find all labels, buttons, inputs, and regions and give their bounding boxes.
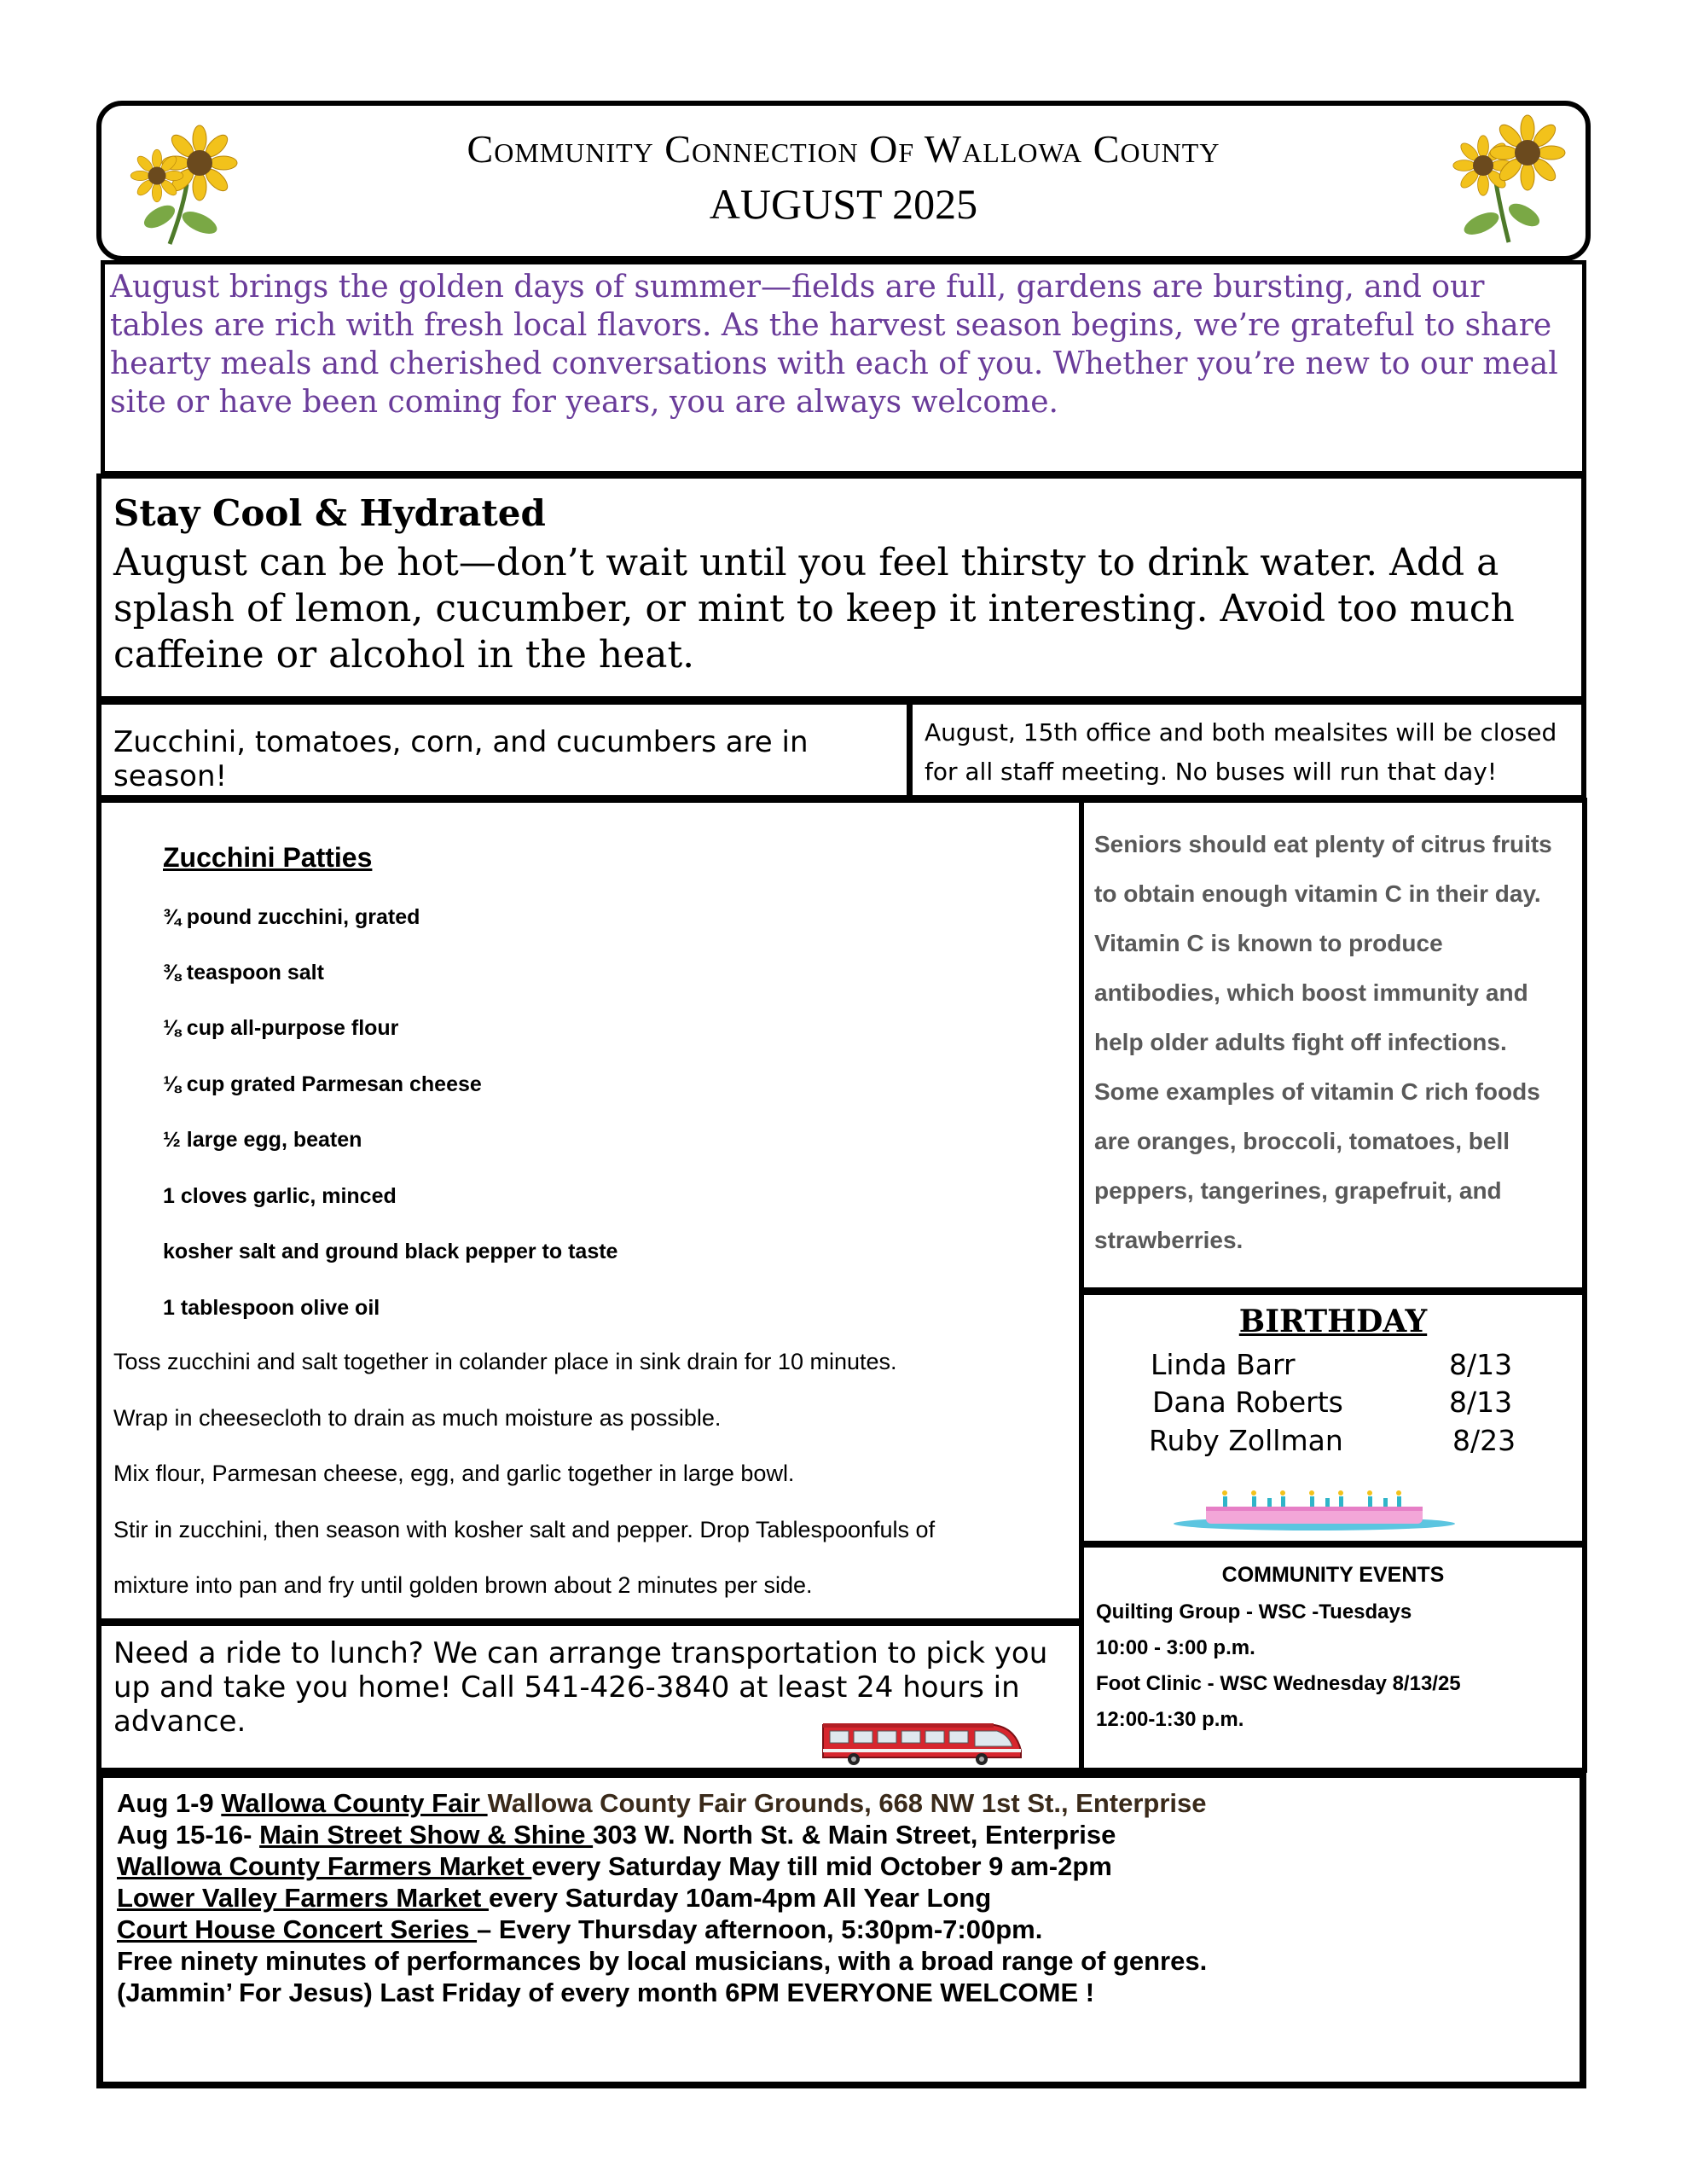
- ingredient-item: ⅛ cup grated Parmesan cheese: [163, 1072, 482, 1096]
- birthday-date: 8/13: [1449, 1385, 1513, 1419]
- event-fair-location: Wallowa County Fair Grounds, 668 NW 1st St., Enterprise: [487, 1788, 1207, 1818]
- event-line: Foot Clinic - WSC Wednesday 8/13/25: [1096, 1672, 1461, 1695]
- event-fair-date: Aug 1-9: [117, 1788, 222, 1818]
- event-concert-series: [117, 1914, 1042, 1945]
- event-fair-link[interactable]: Wallowa County Fair: [221, 1788, 488, 1818]
- closure-notice-text: August, 15th office and both mealsites will be closed for all staff meeting. No buses will run that day!: [925, 718, 1557, 786]
- intro-box: [101, 260, 1586, 475]
- recipe-step: Wrap in cheesecloth to drain as much moisture as possible.: [113, 1405, 722, 1431]
- ride-text-after: at least 24 hours in advance.: [113, 1670, 1020, 1739]
- newsletter-title: Community Connection Of Wallowa County: [467, 127, 1220, 171]
- ingredient-item: ¾ pound zucchini, grated: [163, 905, 420, 929]
- intro-text: August brings the golden days of summer—fields are full, gardens are bursting, and our tables are rich with fresh local flavors. As the harvest season begins, we’re grateful to share hearty meals and cherished conversations with each of you. Whether you’re new to our meal site or have been coming for years, you are always welcome.: [110, 270, 1558, 420]
- ingredient-item: ⅛ cup all-purpose flour: [163, 1016, 399, 1040]
- birthday-cake-icon: [1174, 1483, 1455, 1534]
- birthday-name: Dana Roberts: [1152, 1385, 1343, 1419]
- in-season-box: [96, 700, 912, 800]
- hydration-box: [96, 473, 1586, 701]
- ride-box: [96, 1621, 1084, 1773]
- event-farmers-market: [117, 1851, 1112, 1882]
- event-lower-valley-market: [117, 1883, 991, 1914]
- event-fair: [117, 1788, 1207, 1819]
- event-show-shine-location: 303 W. North St. & Main Street, Enterprise: [593, 1820, 1116, 1850]
- ride-text-before: Need a ride to lunch? We can arrange transportation to pick you up and take you home! Call: [113, 1636, 1048, 1705]
- recipe-step: Mix flour, Parmesan cheese, egg, and garlic together in large bowl.: [113, 1461, 795, 1486]
- event-concert-details: – Every Thursday afternoon, 5:30pm-7:00pm.: [477, 1914, 1043, 1944]
- birthday-name: Ruby Zollman: [1149, 1424, 1343, 1457]
- birthday-box: [1079, 1290, 1587, 1546]
- event-concert-link[interactable]: Court House Concert Series: [117, 1914, 478, 1944]
- ingredient-item: ½ large egg, beaten: [163, 1128, 362, 1152]
- local-events-box: [96, 1771, 1586, 2088]
- community-events-title: COMMUNITY EVENTS: [1221, 1563, 1445, 1587]
- event-lower-valley-link[interactable]: Lower Valley Farmers Market: [117, 1883, 489, 1913]
- event-lower-valley-details: every Saturday 10am-4pm All Year Long: [488, 1883, 992, 1913]
- vitamin-c-text: Seniors should eat plenty of citrus fruits to obtain enough vitamin C in their day. Vitamin C is known to produce antibodies, which boost immunity and help older adults fight off infections. Some examples of vitamin C rich foods are oranges, broccoli, tomatoes, bell peppers, tangerines, grapefruit, and strawberries.: [1094, 831, 1552, 1253]
- event-line: 10:00 - 3:00 p.m.: [1096, 1636, 1255, 1659]
- recipe-box: [96, 798, 1084, 1623]
- in-season-text: Zucchini, tomatoes, corn, and cucumbers are in season!: [113, 725, 809, 793]
- birthday-date: 8/13: [1449, 1348, 1513, 1381]
- birthday-name: Linda Barr: [1151, 1348, 1296, 1381]
- event-jammin: (Jammin’ For Jesus) Last Friday of every month 6PM EVERYONE WELCOME !: [117, 1978, 1095, 2007]
- birthday-title: BIRTHDAY: [1238, 1304, 1428, 1339]
- ingredient-item: 1 tablespoon olive oil: [163, 1296, 380, 1320]
- community-events-box: [1079, 1542, 1587, 1773]
- event-farmers-market-link[interactable]: Wallowa County Farmers Market: [117, 1851, 532, 1881]
- ingredient-item: ⅜ teaspoon salt: [163, 961, 324, 985]
- event-show-shine-link[interactable]: Main Street Show & Shine: [259, 1820, 594, 1850]
- recipe-step: Toss zucchini and salt together in colander place in sink drain for 10 minutes.: [113, 1349, 897, 1374]
- ingredient-item: kosher salt and ground black pepper to taste: [163, 1240, 618, 1263]
- recipe-step: Stir in zucchini, then season with kosher salt and pepper. Drop Tablespoonfuls of: [113, 1517, 936, 1542]
- closure-notice-box: [907, 700, 1586, 800]
- birthday-date: 8/23: [1452, 1424, 1516, 1457]
- recipe-step: mixture into pan and fry until golden brown about 2 minutes per side.: [113, 1572, 813, 1598]
- newsletter-header: [96, 101, 1591, 261]
- event-concert-description: Free ninety minutes of performances by local musicians, with a broad range of genres.: [117, 1946, 1208, 1976]
- sunflower-icon: [1432, 114, 1568, 251]
- event-farmers-market-details: every Saturday May till mid October 9 am-2pm: [531, 1851, 1112, 1881]
- ride-phone: 541-426-3840: [524, 1670, 730, 1705]
- vitamin-c-box: [1079, 798, 1587, 1292]
- ingredient-item: 1 cloves garlic, minced: [163, 1184, 397, 1208]
- event-line: Quilting Group - WSC -Tuesdays: [1096, 1600, 1412, 1623]
- event-show-shine-date: Aug 15-16-: [117, 1820, 260, 1850]
- event-show-shine: [117, 1820, 1116, 1850]
- bus-icon: [820, 1718, 1024, 1765]
- event-line: 12:00-1:30 p.m.: [1096, 1708, 1244, 1731]
- hydration-heading: Stay Cool & Hydrated: [113, 492, 546, 534]
- newsletter-month: AUGUST 2025: [709, 180, 978, 228]
- recipe-title: Zucchini Patties: [163, 842, 373, 873]
- hydration-text: August can be hot—don’t wait until you feel thirsty to drink water. Add a splash of lemon, cucumber, or mint to keep it interesting. Avoid too much caffeine or alcohol in the heat.: [113, 541, 1515, 677]
